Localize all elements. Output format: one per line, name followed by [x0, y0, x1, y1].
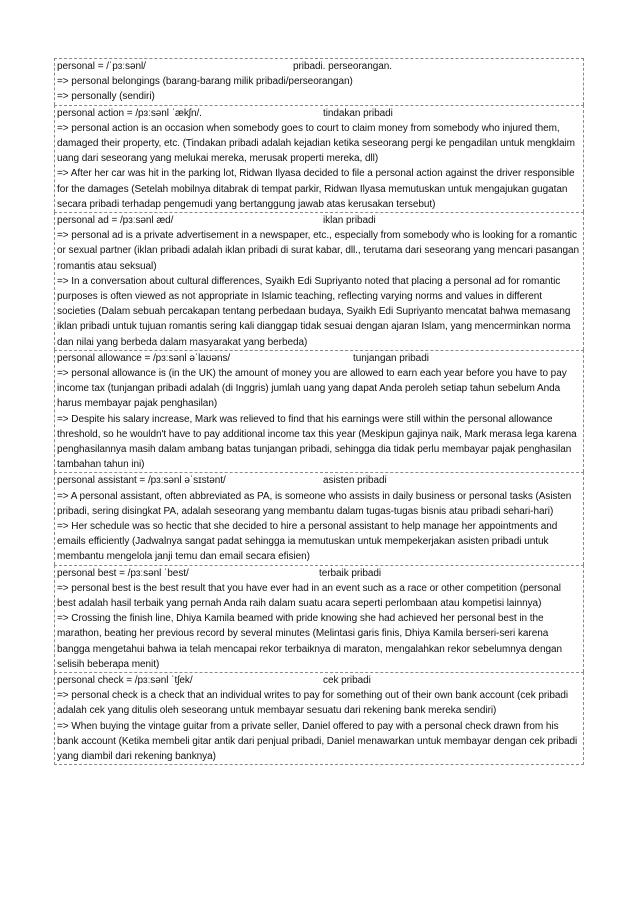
entry-term: personal ad = /pɜːsənl æd/: [57, 215, 174, 226]
entry-line: => personal belongings (barang-barang milik pribadi/perseorangan): [57, 76, 353, 88]
entry-line: => When buying the vintage guitar from a private seller, Daniel offered to pay with a personal check drawn from his bank account (Ketika membeli gitar antik dari penjual pribadi, Daniel menawarkan untuk membayar dengan cek pribadi yang diambil dari rekening banknya): [57, 720, 578, 763]
entry-line: => personal allowance is (in the UK) the amount of money you are allowed to earn each year before you have to pay income tax (tunjangan pribadi adalah (di Inggris) jumlah uang yang dapat Anda peroleh setiap tahun sebelum Anda harus membayar pajak penghasilan): [57, 368, 567, 410]
entry-translation: pribadi. perseorangan.: [293, 61, 392, 72]
entry-term: personal = /ˈpɜːsənl/: [57, 61, 146, 72]
entry-personal: [54, 58, 584, 105]
entry-line: => Crossing the finish line, Dhiya Kamila beamed with pride knowing she had achieved her personal best in the marathon, beating her previous record by several minutes (Melintasi garis finis, Dhiya Kamila berseri-seri karena bangga mengetahui bahwa ia telah mencapai rekor terbaiknya di maraton, mengalahkan rekor sebelumnya dengan selisih beberapa menit): [57, 613, 563, 670]
entry-header: [57, 566, 581, 581]
entry-line: => personal check is a check that an individual writes to pay for something out of their own bank account (cek pribadi adalah cek yang ditulis oleh seseorang untuk membayar sesuatu dari rekening bank mereka sendiri): [57, 690, 569, 717]
entry-line: => After her car was hit in the parking lot, Ridwan Ilyasa decided to file a personal action against the driver responsible for the damages (Setelah mobilnya ditabrak di tempat parkir, Ridwan Ilyasa memutuskan untuk mengajukan gugatan secara pribadi terhadap pengemudi yang bertanggung jawab atas kerusakan tersebut): [57, 168, 575, 210]
entry-translation: asisten pribadi: [323, 475, 387, 487]
entry-header: [57, 473, 581, 488]
entry-line: => personal ad is a private advertisement in a newspaper, etc., especially from somebody who is looking for a romantic or sexual partner (iklan pribadi adalah iklan pribadi di surat kabar, dll., terutama dari seseorang yang mencari pasangan romantis atau seksual): [57, 230, 580, 272]
entry-header: [57, 213, 581, 228]
entry-term: personal assistant = /pɜːsənl əˈsɪstənt/: [57, 475, 226, 487]
entry-term: personal allowance = /pɜːsənl əˈlaʊəns/: [57, 352, 231, 364]
entry-personal-ad: [54, 212, 584, 350]
entry-personal-check: [54, 672, 584, 765]
entry-translation: terbaik pribadi: [319, 567, 382, 579]
entry-term: personal check = /pɜːsənl ˈtʃek/: [57, 675, 193, 687]
entry-line: => personal best is the best result that you have ever had in an event such as a race or other competition (personal best adalah hasil terbaik yang pernah Anda raih dalam suatu acara seperti perlombaan atau kompetisi lainnya): [57, 582, 561, 610]
entry-header: [57, 673, 581, 688]
entry-personal-action: [54, 105, 584, 212]
entry-line: => Her schedule was so hectic that she decided to hire a personal assistant to help manage her appointments and emails efficiently (Jadwalnya sangat padat sehingga ia memutuskan untuk mempekerjakan asisten pribadi untuk membantu mengelola janji temu dan email secara efisien): [57, 521, 558, 563]
entry-personal-best: [54, 565, 584, 672]
vocabulary-sheet: [54, 58, 584, 765]
entry-line: => A personal assistant, often abbreviated as PA, is someone who assists in daily business or personal tasks (Asisten pribadi, sering disingkat PA, adalah seseorang yang membantu dalam tugas-tugas bisnis atau pribadi sehari-hari): [57, 490, 572, 517]
entry-header: [57, 59, 581, 74]
entry-translation: tunjangan pribadi: [353, 352, 429, 364]
entry-personal-allowance: [54, 350, 584, 473]
entry-term: personal best = /pɜːsənl ˈbest/: [57, 567, 189, 579]
entry-line: => In a conversation about cultural differences, Syaikh Edi Supriyanto noted that placing a personal ad for romantic purposes is often viewed as not appropriate in Islamic teaching, reflecting varying norms and values in different societies (Dalam sebuah percakapan tentang perbedaan budaya, Syaikh Edi Supriyanto mencatat bahwa memasang iklan pribadi untuk tujuan romantis sering kali dianggap tidak sesuai dengan ajaran Islam, yang mencerminkan norma dan nilai yang berbeda dalam masyarakat yang berbeda): [57, 275, 571, 348]
entry-translation: cek pribadi: [323, 675, 371, 687]
entry-translation: tindakan pribadi: [323, 107, 393, 119]
entry-line: => personal action is an occasion when somebody goes to court to claim money from somebody who injured them, damaged their property, etc. (Tindakan pribadi adalah kejadian ketika seseorang pergi ke pengadilan untuk mengklaim uang dari seseorang yang melukai mereka, merusak properti mereka, dll): [57, 122, 575, 165]
entry-line: => personally (sendiri): [57, 91, 155, 103]
entry-personal-assistant: [54, 472, 584, 564]
entry-header: [57, 351, 581, 366]
entry-line: => Despite his salary increase, Mark was relieved to find that his earnings were still within the personal allowance threshold, so he wouldn't have to pay additional income tax this year (Meskipun gajinya naik, Mark merasa lega karena penghasilannya masih dalam ambang batas tunjangan pribadi, sehingga dia tidak perlu membayar pajak penghasilan tambahan tahun ini): [57, 413, 577, 471]
entry-translation: iklan pribadi: [323, 215, 376, 226]
entry-header: [57, 106, 581, 121]
entry-term: personal action = /pɜːsənl ˈækʃn/.: [57, 107, 202, 119]
